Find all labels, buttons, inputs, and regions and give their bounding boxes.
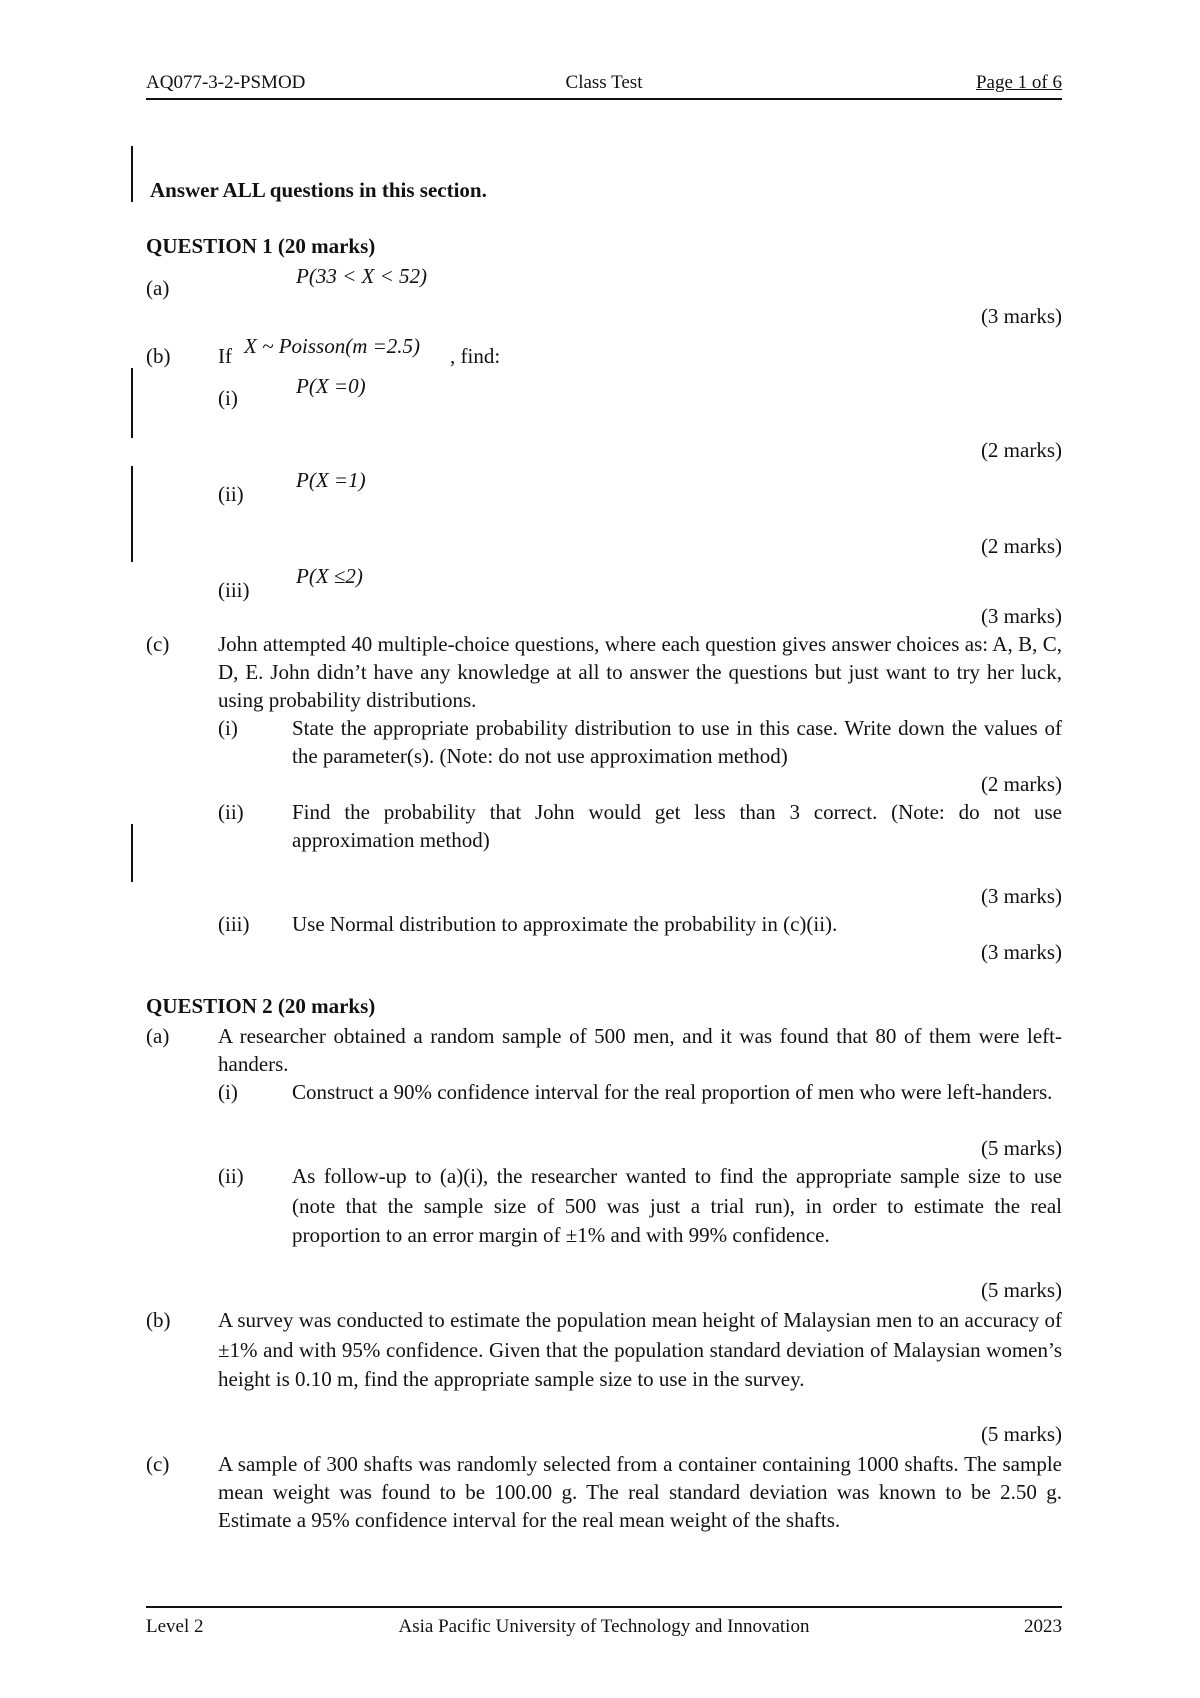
page-header [146, 72, 1062, 100]
footer-institution: Asia Pacific University of Technology and Innovation [398, 1616, 810, 1637]
section-instruction: Answer ALL questions in this section. [150, 178, 487, 202]
q1-c-iii-marks: (3 marks) [980, 940, 1062, 964]
module-code: AQ077-3-2-PSMOD [146, 72, 306, 93]
revision-bar [131, 824, 133, 882]
q1-b-ii-expression: P(X =1) [296, 468, 366, 492]
q1-a-marks: (3 marks) [980, 304, 1062, 328]
q1-b-find: , find: [450, 344, 501, 368]
q1-b-label: (b) [146, 344, 171, 368]
footer-level: Level 2 [146, 1616, 204, 1637]
q1-b-if: If [218, 344, 232, 368]
q1-b-iii-expression: P(X ≤2) [296, 564, 363, 588]
q1-a-label: (a) [146, 276, 170, 300]
q2-a-label: (a) [146, 1024, 170, 1048]
q1-c-text: John attempted 40 multiple-choice questions, where each question gives answer choices as: A, B, C, D, E. John didn’t have any knowledge at all to answer the questions but just want to try her luck, using probability distributions. [218, 632, 1062, 712]
revision-bar [131, 466, 133, 562]
q2-a-ii-label: (ii) [218, 1164, 244, 1188]
revision-bar [131, 368, 133, 438]
q2-a-i-text: Construct a 90% confidence interval for the real proportion of men who were left-handers. [292, 1080, 1053, 1104]
q1-b-iii-label: (iii) [218, 578, 250, 602]
q1-c-ii-label: (ii) [218, 800, 244, 824]
q1-a-expression: P(33 < X < 52) [296, 264, 427, 288]
q2-a-text: A researcher obtained a random sample of 500 men, and it was found that 80 of them were left-handers. [218, 1024, 1062, 1076]
q2-a-i-marks: (5 marks) [980, 1136, 1062, 1160]
question-1-heading: QUESTION 1 (20 marks) [146, 234, 376, 258]
q1-c-i-marks: (2 marks) [980, 772, 1062, 796]
q1-b-i-expression: P(X =0) [296, 374, 366, 398]
q1-c-ii-text: Find the probability that John would get less than 3 correct. (Note: do not use approximation method) [292, 800, 1062, 852]
q2-b-marks: (5 marks) [980, 1422, 1062, 1446]
q1-c-iii-label: (iii) [218, 912, 250, 936]
q1-b-i-label: (i) [218, 386, 238, 410]
q1-c-i-text: State the appropriate probability distribution to use in this case. Write down the values of the parameter(s). (Note: do not use approximation method) [292, 716, 1062, 768]
q2-a-i-label: (i) [218, 1080, 238, 1104]
q1-c-label: (c) [146, 632, 170, 656]
q2-b-label: (b) [146, 1308, 171, 1332]
q1-b-iii-marks: (3 marks) [980, 604, 1062, 628]
question-2-heading: QUESTION 2 (20 marks) [146, 994, 376, 1018]
q2-a-ii-text: As follow-up to (a)(i), the researcher wanted to find the appropriate sample size to use (note that the sample size of 500 was just a trial run), in order to estimate the real proportion to an error margin of ±1% and with 99% confidence. [292, 1164, 1062, 1247]
q1-b-i-marks: (2 marks) [980, 438, 1062, 462]
q1-b-ii-label: (ii) [218, 482, 244, 506]
q2-a-ii-marks: (5 marks) [980, 1278, 1062, 1302]
q1-c-iii-text: Use Normal distribution to approximate the probability in (c)(ii). [292, 912, 838, 936]
page-footer [146, 1606, 1062, 1640]
q2-b-text: A survey was conducted to estimate the population mean height of Malaysian men to an accuracy of ±1% and with 95% confidence. Given that the population standard deviation of Malaysian women’s height is 0.10 m, find the appropriate sample size to use in the survey. [218, 1308, 1062, 1391]
q1-b-distribution: X ~ Poisson(m =2.5) [244, 334, 421, 358]
q1-b-ii-marks: (2 marks) [980, 534, 1062, 558]
document-title: Class Test [565, 72, 643, 93]
q1-c-ii-marks: (3 marks) [980, 884, 1062, 908]
revision-bar [131, 146, 133, 202]
page-number: Page 1 of 6 [975, 72, 1062, 93]
footer-year: 2023 [1024, 1616, 1062, 1637]
q1-c-i-label: (i) [218, 716, 238, 740]
q2-c-text: A sample of 300 shafts was randomly selected from a container containing 1000 shafts. The sample mean weight was found to be 100.00 g. The real standard deviation was known to be 2.50 g. Estimate a 95% confidence interval for the real mean weight of the shafts. [218, 1452, 1062, 1532]
q2-c-label: (c) [146, 1452, 170, 1476]
